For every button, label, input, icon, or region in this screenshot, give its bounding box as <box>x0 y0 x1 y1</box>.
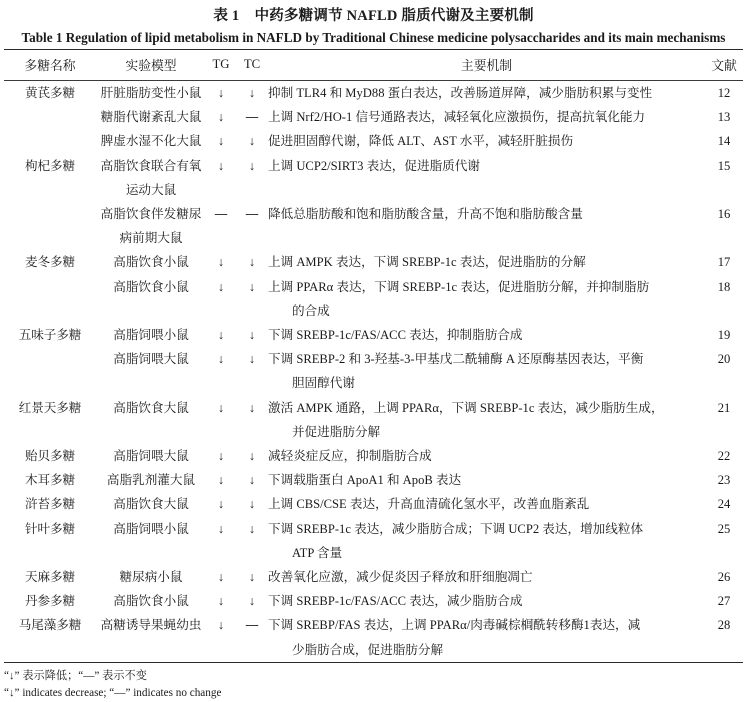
cell-tc-change: ↓ <box>248 86 256 100</box>
column-header-mechanism: 主要机制 <box>460 59 513 73</box>
table-row <box>4 250 743 274</box>
cell-experimental-model: 高脂乳剂灌大鼠 <box>106 473 196 488</box>
cell-polysaccharide-name: 天麻多糖 <box>25 570 75 585</box>
cell-tg-change: ↓ <box>217 618 225 633</box>
table-row <box>4 129 743 153</box>
cell-main-mechanism: 下调 SREBP-1c/FAS/ACC 表达，减少脂肪合成 <box>268 594 523 609</box>
cell-tc-change: ↓ <box>248 473 256 488</box>
cell-reference-number: 13 <box>717 110 731 125</box>
cell-tg-change: ↓ <box>217 134 225 149</box>
cell-main-mechanism: 减轻炎症反应，抑制脂肪合成 <box>268 449 432 464</box>
cell-experimental-model: 高脂饮食小鼠 <box>113 594 189 609</box>
cell-polysaccharide-name: 五味子多糖 <box>18 328 82 343</box>
table-footnotes <box>4 663 743 702</box>
table-row <box>4 154 743 202</box>
cell-reference-number: 20 <box>717 352 731 367</box>
cell-reference-number: 25 <box>717 521 731 536</box>
cell-reference-number: 28 <box>717 618 731 633</box>
cell-tg-change: ↓ <box>217 497 225 512</box>
cell-polysaccharide-name: 红景天多糖 <box>18 400 82 415</box>
cell-main-mechanism: 下调载脂蛋白 ApoA1 和 ApoB 表达 <box>268 473 462 488</box>
cell-main-mechanism: 上调 Nrf2/HO-1 信号通路表达，减轻氧化应激损伤，提高抗氧化能力 <box>268 110 646 125</box>
footnote-chinese: “↓” 表示降低；“—” 表示不变 <box>4 669 147 682</box>
cell-tc-change: ↓ <box>248 449 256 464</box>
cell-polysaccharide-name: 浒苔多糖 <box>25 497 75 512</box>
cell-tg-change: ↓ <box>217 521 225 536</box>
cell-tc-change: ↓ <box>248 497 256 512</box>
cell-tc-change: ↓ <box>248 594 256 609</box>
cell-polysaccharide-name: 黄芪多糖 <box>25 86 75 100</box>
cell-polysaccharide-name: 贻贝多糖 <box>25 449 75 464</box>
cell-experimental-model: 高脂饮食小鼠 <box>113 255 189 270</box>
cell-experimental-model: 高脂饲喂大鼠 <box>113 449 189 464</box>
cell-tg-change: ↓ <box>217 255 225 270</box>
cell-polysaccharide-name <box>4 129 96 153</box>
cell-reference-number: 18 <box>717 279 731 294</box>
table-row <box>4 202 743 250</box>
cell-tc-change: — <box>245 110 259 125</box>
cell-polysaccharide-name <box>4 275 96 323</box>
cell-tc-change: ↓ <box>248 279 256 294</box>
cell-experimental-model: 糖脂代谢紊乱大鼠 <box>100 110 202 125</box>
cell-polysaccharide-name: 麦冬多糖 <box>25 255 75 270</box>
table-row <box>4 105 743 129</box>
cell-reference-number: 23 <box>717 473 731 488</box>
column-header-model: 实验模型 <box>125 59 177 73</box>
cell-experimental-model: 高脂饮食伴发糖尿 病前期大鼠 <box>100 207 202 246</box>
cell-tc-change: ↓ <box>248 134 256 149</box>
table-title-english: Table 1 Regulation of lipid metabolism in NAFLD by Traditional Chinese medicine polysaccharides and its main mechanisms <box>21 30 726 45</box>
cell-main-mechanism: 上调 PPARα 表达，下调 SREBP-1c 表达，促进脂肪分解，并抑制脂肪 的合成 <box>268 279 650 318</box>
table-row <box>4 275 743 323</box>
cell-experimental-model: 脾虚水湿不化大鼠 <box>100 134 202 149</box>
cell-tg-change: ↓ <box>217 400 225 415</box>
table-row <box>4 468 743 492</box>
cell-reference-number: 14 <box>717 134 731 149</box>
cell-polysaccharide-name <box>4 105 96 129</box>
cell-reference-number: 26 <box>717 570 731 585</box>
cell-polysaccharide-name <box>4 347 96 395</box>
cell-experimental-model: 高脂饮食联合有氧 运动大鼠 <box>100 158 202 197</box>
cell-experimental-model: 高糖诱导果蝇幼虫 <box>100 618 202 633</box>
cell-reference-number: 24 <box>717 497 731 512</box>
cell-tc-change: ↓ <box>248 328 256 343</box>
cell-tg-change: ↓ <box>217 594 225 609</box>
cell-experimental-model: 糖尿病小鼠 <box>119 570 183 585</box>
cell-experimental-model: 高脂饮食小鼠 <box>113 279 189 294</box>
footnote-english: “↓” indicates decrease; “—” indicates no change <box>4 686 222 699</box>
cell-polysaccharide-name: 丹参多糖 <box>25 594 75 609</box>
cell-experimental-model: 高脂饮食大鼠 <box>113 400 189 415</box>
cell-tc-change: ↓ <box>248 570 256 585</box>
cell-polysaccharide-name <box>4 202 96 250</box>
table-head <box>4 50 743 80</box>
cell-main-mechanism: 下调 SREBP-1c/FAS/ACC 表达，抑制脂肪合成 <box>268 328 523 343</box>
cell-tg-change: ↓ <box>217 328 225 343</box>
cell-tg-change: ↓ <box>217 352 225 367</box>
cell-reference-number: 16 <box>717 207 731 222</box>
cell-polysaccharide-name: 马尾藻多糖 <box>18 618 82 633</box>
cell-tg-change: ↓ <box>217 473 225 488</box>
table-row <box>4 517 743 565</box>
column-header-reference: 文献 <box>711 59 737 73</box>
cell-main-mechanism: 上调 CBS/CSE 表达，升高血清硫化氢水平，改善血脂紊乱 <box>268 497 590 512</box>
table-row <box>4 81 743 105</box>
polysaccharide-table-body <box>4 81 743 662</box>
column-header-tg: TG <box>212 57 230 71</box>
table-row <box>4 565 743 589</box>
cell-polysaccharide-name: 木耳多糖 <box>25 473 75 488</box>
cell-tg-change: ↓ <box>217 279 225 294</box>
table-row <box>4 589 743 613</box>
cell-tc-change: ↓ <box>248 352 256 367</box>
cell-reference-number: 15 <box>717 158 731 173</box>
cell-main-mechanism: 下调 SREBP-2 和 3-羟基-3-甲基戊二酰辅酶 A 还原酶基因表达，平衡 胆固醇代谢 <box>268 352 644 391</box>
cell-main-mechanism: 改善氧化应激，减少促炎因子释放和肝细胞凋亡 <box>268 570 533 585</box>
table-row <box>4 347 743 395</box>
cell-tc-change: ↓ <box>248 255 256 270</box>
cell-tg-change: — <box>214 207 228 222</box>
cell-reference-number: 17 <box>717 255 731 270</box>
cell-experimental-model: 高脂饲喂大鼠 <box>113 352 189 367</box>
cell-tg-change: ↓ <box>217 158 225 173</box>
cell-reference-number: 27 <box>717 594 731 609</box>
cell-reference-number: 12 <box>717 86 731 100</box>
cell-main-mechanism: 促进胆固醇代谢，降低 ALT、AST 水平，减轻肝脏损伤 <box>268 134 574 149</box>
cell-experimental-model: 高脂饮食大鼠 <box>113 497 189 512</box>
column-header-name: 多糖名称 <box>24 59 76 73</box>
cell-tc-change: — <box>245 207 259 222</box>
table-body <box>4 81 743 662</box>
cell-tg-change: ↓ <box>217 110 225 125</box>
cell-tc-change: ↓ <box>248 158 256 173</box>
cell-experimental-model: 高脂饲喂小鼠 <box>113 521 189 536</box>
table-row <box>4 396 743 444</box>
cell-main-mechanism: 上调 UCP2/SIRT3 表达，促进脂质代谢 <box>268 158 480 173</box>
cell-reference-number: 21 <box>717 400 731 415</box>
cell-main-mechanism: 抑制 TLR4 和 MyD88 蛋白表达，改善肠道屏障，减少脂肪积累与变性 <box>268 86 653 100</box>
cell-polysaccharide-name: 枸杞多糖 <box>25 158 75 173</box>
table-row <box>4 492 743 516</box>
cell-main-mechanism: 上调 AMPK 表达，下调 SREBP-1c 表达，促进脂肪的分解 <box>268 255 586 270</box>
cell-tg-change: ↓ <box>217 86 225 100</box>
cell-tc-change: ↓ <box>248 400 256 415</box>
cell-tg-change: ↓ <box>217 570 225 585</box>
table-title-chinese: 表 1 中药多糖调节 NAFLD 脂质代谢及主要机制 <box>213 8 534 24</box>
cell-experimental-model: 高脂饲喂小鼠 <box>113 328 189 343</box>
cell-main-mechanism: 降低总脂肪酸和饱和脂肪酸含量，升高不饱和脂肪酸含量 <box>268 207 583 222</box>
cell-experimental-model: 肝脏脂肪变性小鼠 <box>100 86 202 100</box>
cell-tc-change: — <box>245 618 259 633</box>
cell-tg-change: ↓ <box>217 449 225 464</box>
cell-polysaccharide-name: 针叶多糖 <box>25 521 75 536</box>
cell-main-mechanism: 激活 AMPK 通路，上调 PPARα，下调 SREBP-1c 表达，减少脂肪生成， 并促进脂肪分解 <box>268 400 664 439</box>
cell-reference-number: 22 <box>717 449 731 464</box>
table-row <box>4 613 743 661</box>
table-header-row <box>4 50 743 80</box>
cell-main-mechanism: 下调 SREBP-1c 表达，减少脂肪合成；下调 UCP2 表达，增加线粒体 ATP 含量 <box>268 521 644 560</box>
cell-tc-change: ↓ <box>248 521 256 536</box>
cell-reference-number: 19 <box>717 328 731 343</box>
table-row <box>4 323 743 347</box>
table-row <box>4 444 743 468</box>
cell-main-mechanism: 下调 SREBP/FAS 表达，上调 PPARα/肉毒碱棕榈酰转移酶1表达，减 少脂肪合成，促进脂肪分解 <box>268 618 641 657</box>
column-header-tc: TC <box>243 57 261 71</box>
polysaccharide-table <box>4 50 743 80</box>
